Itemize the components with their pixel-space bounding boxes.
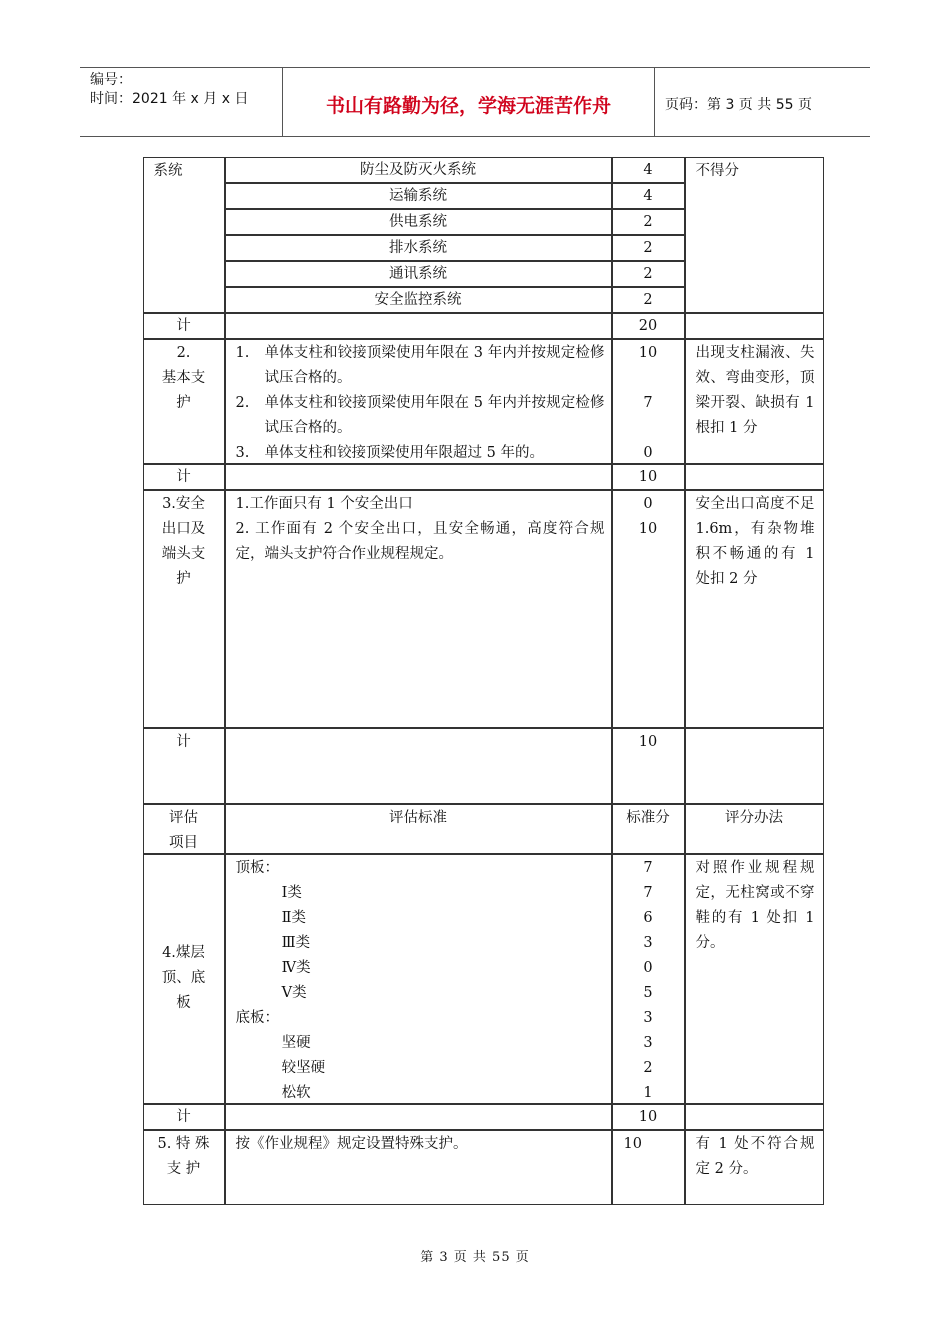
number-label: 编号： [90, 72, 132, 88]
section5-score: 10 [612, 1130, 685, 1205]
section3-total-method-blank [685, 728, 824, 804]
system-score-3: 2 [612, 209, 685, 235]
section2-item-3 [236, 441, 605, 466]
system-score-1: 4 [612, 157, 685, 183]
section3-item-1: 1.工作面只有 1 个安全出口 [235, 495, 413, 512]
section4-label: 4.煤层 顶、底 板 [143, 854, 225, 1104]
section2-criteria [225, 339, 612, 464]
column-header-method: 评分办法 [685, 804, 824, 854]
header-motto: 书山有路勤为径，学海无涯苦作舟 [283, 68, 655, 136]
header-info [80, 68, 283, 136]
section4-total-blank [225, 1104, 612, 1130]
system-method: 不得分 [685, 157, 824, 313]
system-name-2: 运输系统 [225, 183, 612, 209]
section3-item-2: 2. 工作面有 2 个安全出口，且安全畅通，高度符合规定，端头支护符合作业规程规定。 [235, 520, 605, 562]
section2-scores: 10 7 0 [612, 339, 685, 464]
system-label: 系统 [143, 157, 225, 313]
system-total-method-blank [685, 313, 824, 339]
section2-total-label: 计 [143, 464, 225, 490]
page-header [80, 67, 870, 137]
time-label: 时间：2021 年 x 月 x 日 [90, 91, 249, 107]
system-total-label: 计 [143, 313, 225, 339]
section2-item-1-num: 1. [235, 344, 250, 361]
section4-total-score: 10 [612, 1104, 685, 1130]
section2-label: 2. 基本支 护 [143, 339, 225, 464]
section3-method: 安全出口高度不足 1.6m，有杂物堆积不畅通的有 1 处扣 2 分 [685, 490, 824, 728]
system-name-5: 通讯系统 [225, 261, 612, 287]
system-name-1: 防尘及防灭火系统 [225, 157, 612, 183]
evaluation-table [143, 157, 824, 1205]
section4-criteria: 顶板： Ⅰ类 Ⅱ类 Ⅲ类 Ⅳ类 Ⅴ类 底板： 坚硬 较坚硬 松软 [225, 854, 612, 1104]
section3-total-blank [225, 728, 612, 804]
section3-label: 3.安全 出口及 端头支 护 [143, 490, 225, 728]
section3-total-score: 10 [612, 728, 685, 804]
section4-total-label: 计 [143, 1104, 225, 1130]
section5-criteria: 按《作业规程》规定设置特殊支护。 [225, 1130, 612, 1205]
header-page-label: 页码：第 3 页 共 55 页 [665, 97, 812, 113]
section4-scores: 7 7 6 3 0 5 3 3 2 1 [612, 854, 685, 1104]
column-header-criteria: 评估标准 [225, 804, 612, 854]
system-score-6: 2 [612, 287, 685, 313]
section3-scores: 0 10 [612, 490, 685, 728]
section2-item-3-text: 单体支柱和铰接顶梁使用年限超过 5 年的。 [264, 444, 544, 461]
section2-item-1-text: 单体支柱和铰接顶梁使用年限在 3 年内并按规定检修试压合格的。 [264, 344, 605, 386]
section4-method: 对照作业规程规定，无柱窝或不穿鞋的有 1 处扣 1 分。 [685, 854, 824, 1104]
section2-method: 出现支柱漏液、失效、弯曲变形，顶梁开裂、缺损有 1 根扣 1 分 [685, 339, 824, 464]
system-name-3: 供电系统 [225, 209, 612, 235]
section5-method: 有 1 处不符合规定 2 分。 [685, 1130, 824, 1205]
section2-item-2-num: 2. [235, 394, 250, 411]
system-name-6: 安全监控系统 [225, 287, 612, 313]
section2-item-2-text: 单体支柱和铰接顶梁使用年限在 5 年内并按规定检修试压合格的。 [264, 394, 605, 436]
system-score-5: 2 [612, 261, 685, 287]
page-footer: 第 3 页 共 55 页 [420, 1250, 530, 1265]
section3-criteria [225, 490, 612, 728]
system-name-4: 排水系统 [225, 235, 612, 261]
section2-item-1 [236, 341, 605, 391]
section2-total-score: 10 [612, 464, 685, 490]
section3-total-label: 计 [143, 728, 225, 804]
system-total-score: 20 [612, 313, 685, 339]
column-header-score: 标准分 [612, 804, 685, 854]
system-score-2: 4 [612, 183, 685, 209]
section2-item-2 [236, 391, 605, 441]
system-score-4: 2 [612, 235, 685, 261]
section5-label: 5. 特 殊 支 护 [143, 1130, 225, 1205]
system-total-blank [225, 313, 612, 339]
section2-total-method-blank [685, 464, 824, 490]
section2-item-3-num: 3. [235, 444, 250, 461]
section2-total-blank [225, 464, 612, 490]
section4-total-method-blank [685, 1104, 824, 1130]
column-header-item: 评估 项目 [143, 804, 225, 854]
